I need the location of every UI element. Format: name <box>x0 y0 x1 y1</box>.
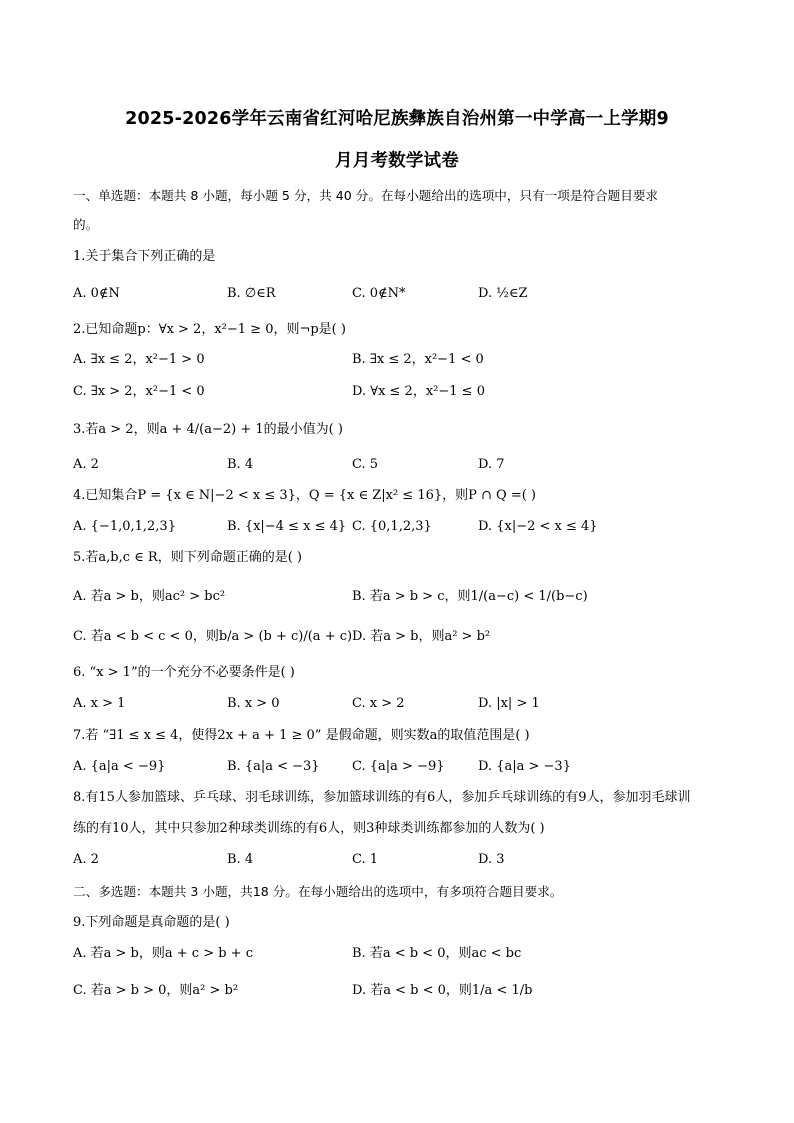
question-3-option-c: C. 5 <box>352 457 379 472</box>
question-1-option-d: D. ½∈Z <box>478 286 528 301</box>
question-6-stem: 6. “x > 1”的一个充分不必要条件是( ) <box>73 665 295 680</box>
question-3-option-b: B. 4 <box>227 457 254 472</box>
question-3-stem: 3.若a > 2，则a + 4/(a−2) + 1的最小值为( ) <box>73 422 343 437</box>
question-4-option-c: C. {0,1,2,3} <box>352 519 432 534</box>
question-4-stem: 4.已知集合P = {x ∈ N|−2 < x ≤ 3}，Q = {x ∈ Z|x² ≤ 16}，则P ∩ Q =( ) <box>73 488 536 503</box>
question-9-option-b: B. 若a < b < 0，则ac < bc <box>352 946 522 961</box>
question-2-option-a: A. ∃x ≤ 2，x²−1 > 0 <box>73 352 205 367</box>
section1-instructions-line1: 一、单选题：本题共 8 小题，每小题 5 分，共 40 分。在每小题给出的选项中，只有一项是符合题目要求 <box>73 188 659 203</box>
question-7-option-d: D. {a|a > −3} <box>478 759 571 774</box>
question-9-option-a: A. 若a > b，则a + c > b + c <box>73 946 253 961</box>
question-9-option-c: C. 若a > b > 0，则a² > b² <box>73 983 239 998</box>
question-8-option-c: C. 1 <box>352 852 379 867</box>
question-9-option-d: D. 若a < b < 0，则1/a < 1/b <box>352 983 533 998</box>
question-8-option-a: A. 2 <box>73 852 99 867</box>
question-6-option-b: B. x > 0 <box>227 696 280 711</box>
question-5-stem: 5.若a,b,c ∈ R，则下列命题正确的是( ) <box>73 550 302 565</box>
question-4-option-b: B. {x|−4 ≤ x ≤ 4} <box>227 519 347 534</box>
question-2-option-c: C. ∃x > 2，x²−1 < 0 <box>73 384 205 399</box>
question-6-option-c: C. x > 2 <box>352 696 405 711</box>
question-4-option-a: A. {−1,0,1,2,3} <box>73 519 176 534</box>
question-8-stem-line2: 练的有10人，其中只参加2种球类训练的有6人，则3种球类训练都参加的人数为( ) <box>73 821 545 836</box>
question-3-option-d: D. 7 <box>478 457 505 472</box>
exam-title-line1: 2025-2026学年云南省红河哈尼族彝族自治州第一中学高一上学期9 <box>125 109 669 129</box>
question-1-option-b: B. ∅∈R <box>227 286 276 301</box>
question-6-option-a: A. x > 1 <box>73 696 126 711</box>
question-2-stem: 2.已知命题p：∀x > 2，x²−1 ≥ 0，则¬p是( ) <box>73 322 346 337</box>
section1-instructions-line2: 的。 <box>73 217 99 232</box>
question-1-stem: 1.关于集合下列正确的是 <box>73 249 216 264</box>
question-2-option-b: B. ∃x ≤ 2，x²−1 < 0 <box>352 352 484 367</box>
question-9-stem: 9.下列命题是真命题的是( ) <box>73 915 230 930</box>
question-3-option-a: A. 2 <box>73 457 99 472</box>
question-8-stem-line1: 8.有15人参加篮球、乒乓球、羽毛球训练，参加篮球训练的有6人，参加乒乓球训练的有9人，参加羽毛球训 <box>73 790 691 805</box>
question-5-option-a: A. 若a > b，则ac² > bc² <box>73 589 226 604</box>
question-7-option-a: A. {a|a < −9} <box>73 759 166 774</box>
question-5-option-c: C. 若a < b < c < 0，则b/a > (b + c)/(a + c) <box>73 629 353 644</box>
question-6-option-d: D. |x| > 1 <box>478 696 540 711</box>
exam-title-line2: 月月考数学试卷 <box>335 151 459 171</box>
question-4-option-d: D. {x|−2 < x ≤ 4} <box>478 519 598 534</box>
section2-instructions: 二、多选题：本题共 3 小题，共18 分。在每小题给出的选项中，有多项符合题目要求。 <box>73 884 563 899</box>
question-7-option-c: C. {a|a > −9} <box>352 759 445 774</box>
question-1-option-c: C. 0∉N* <box>352 286 406 301</box>
question-7-option-b: B. {a|a < −3} <box>227 759 320 774</box>
question-5-option-b: B. 若a > b > c，则1/(a−c) < 1/(b−c) <box>352 589 588 604</box>
question-8-option-b: B. 4 <box>227 852 254 867</box>
question-7-stem: 7.若 “∃1 ≤ x ≤ 4，使得2x + a + 1 ≥ 0” 是假命题，则实数a的取值范围是( ) <box>73 728 530 743</box>
question-8-option-d: D. 3 <box>478 852 505 867</box>
question-1-option-a: A. 0∉N <box>73 286 120 301</box>
question-2-option-d: D. ∀x ≤ 2，x²−1 ≤ 0 <box>352 384 485 399</box>
question-5-option-d: D. 若a > b，则a² > b² <box>352 629 491 644</box>
